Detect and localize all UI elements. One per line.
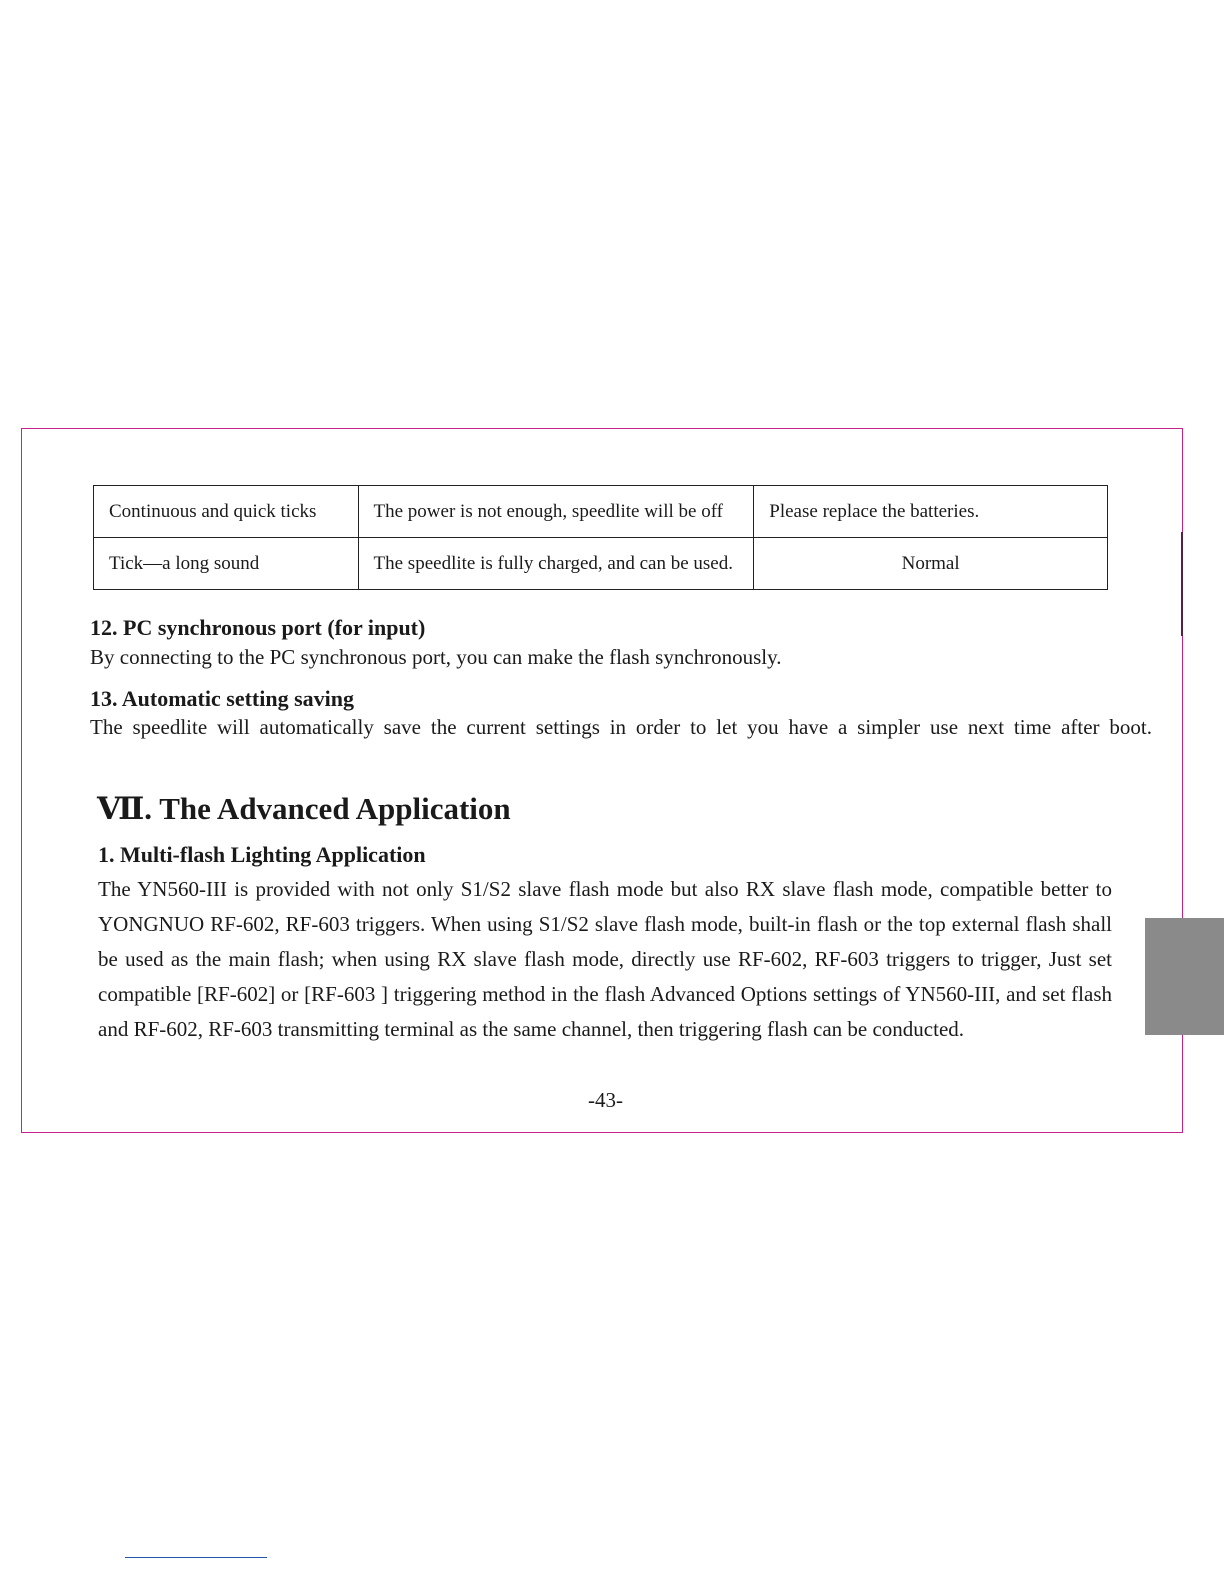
table-row bbox=[94, 538, 1108, 590]
section-12-text: By connecting to the PC synchronous port, you can make the flash synchronously. bbox=[90, 645, 782, 669]
table-cell-action: Please replace the batteries. bbox=[754, 486, 1108, 538]
section-12-heading: 12. PC synchronous port (for input) bbox=[90, 615, 426, 640]
bottom-rule bbox=[125, 1557, 267, 1558]
section-13-heading: 13. Automatic setting saving bbox=[90, 686, 354, 711]
table-row bbox=[94, 486, 1108, 538]
subsection-1-text: The YN560-III is provided with not only S1/S2 slave flash mode but also RX slave flash mode, compatible better to YONGNUO RF-602, RF-603 triggers. When using S1/S2 slave flash mode, built-in flash or the top external flash shall be used as the main flash; when using RX slave flash mode, directly use RF-602, RF-603 triggers to trigger, Just set compatible [RF-602] or [RF-603 ] triggering method in the flash Advanced Options settings of YN560-III, and set flash and RF-602, RF-603 transmitting terminal as the same channel, then triggering flash can be conducted. bbox=[98, 877, 1112, 1041]
chapter-side-tab bbox=[1145, 918, 1224, 1035]
table-cell-meaning: The speedlite is fully charged, and can be used. bbox=[358, 538, 754, 590]
subsection-1-heading: 1. Multi-flash Lighting Application bbox=[98, 842, 426, 867]
table-cell-sound: Continuous and quick ticks bbox=[94, 486, 359, 538]
edge-mark bbox=[1181, 532, 1183, 636]
page-number: -43- bbox=[588, 1088, 623, 1112]
table-cell-meaning: The power is not enough, speedlite will be off bbox=[358, 486, 754, 538]
beep-status-table bbox=[93, 485, 1108, 590]
section-13-text: The speedlite will automatically save the current settings in order to let you have a simpler use next time after boot. bbox=[90, 715, 1152, 739]
chapter-title: Ⅶ. The Advanced Application bbox=[97, 791, 511, 826]
table-cell-sound: Tick—a long sound bbox=[94, 538, 359, 590]
table-cell-action: Normal bbox=[754, 538, 1108, 590]
